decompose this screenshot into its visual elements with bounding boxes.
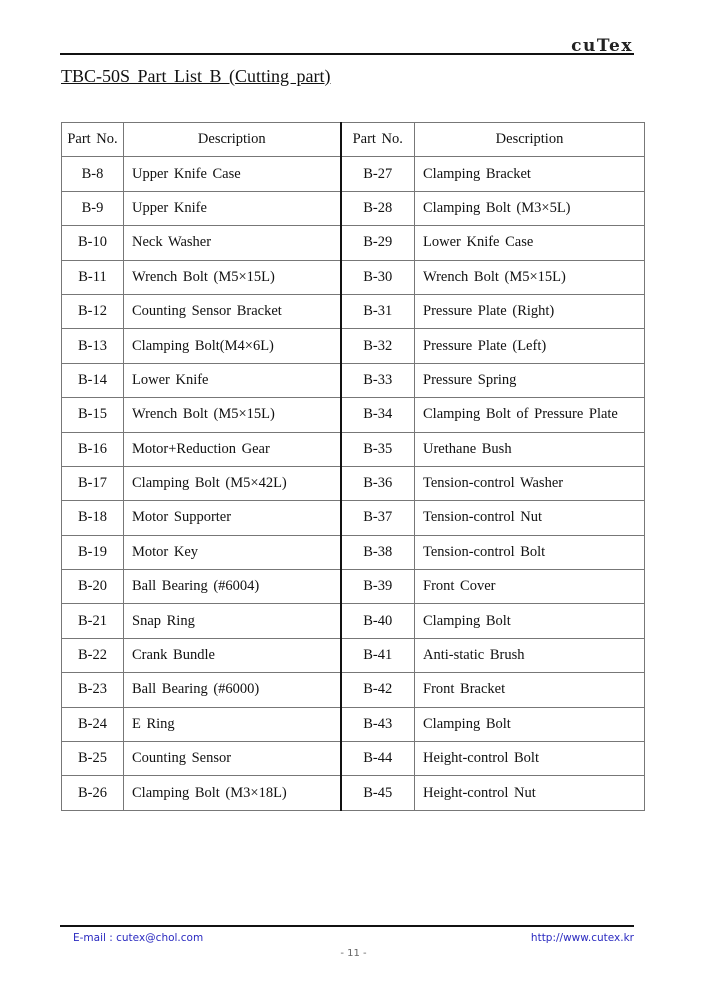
table-row [62, 226, 645, 260]
table-row [62, 329, 645, 363]
description-cell: Clamping Bolt [415, 604, 645, 638]
part-number-cell: B-12 [62, 294, 124, 328]
part-number-cell: B-37 [341, 501, 415, 535]
part-number-cell: B-13 [62, 329, 124, 363]
part-number-cell: B-18 [62, 501, 124, 535]
footer-divider [60, 925, 634, 927]
footer-website-link[interactable]: http://www.cutex.kr [530, 932, 634, 944]
part-number-cell: B-34 [341, 398, 415, 432]
description-cell: Ball Bearing (#6000) [124, 673, 341, 707]
part-number-cell: B-16 [62, 432, 124, 466]
description-cell: Pressure Plate (Left) [415, 329, 645, 363]
table-row [62, 776, 645, 810]
part-number-cell: B-19 [62, 535, 124, 569]
table-row [62, 604, 645, 638]
description-cell: Lower Knife [124, 363, 341, 397]
part-number-cell: B-10 [62, 226, 124, 260]
description-cell: Crank Bundle [124, 638, 341, 672]
part-number-cell: B-17 [62, 466, 124, 500]
table-row [62, 570, 645, 604]
description-cell: Pressure Spring [415, 363, 645, 397]
part-number-cell: B-39 [341, 570, 415, 604]
part-number-cell: B-42 [341, 673, 415, 707]
table-header-row [62, 123, 645, 157]
part-number-cell: B-24 [62, 707, 124, 741]
description-cell: Counting Sensor Bracket [124, 294, 341, 328]
part-number-cell: B-28 [341, 191, 415, 225]
description-cell: Counting Sensor [124, 742, 341, 776]
description-cell: Motor Key [124, 535, 341, 569]
description-cell: Ball Bearing (#6004) [124, 570, 341, 604]
description-cell: Motor Supporter [124, 501, 341, 535]
description-cell: Clamping Bolt [415, 707, 645, 741]
table-row [62, 673, 645, 707]
table-row [62, 742, 645, 776]
column-header-part-no: Part No. [62, 123, 124, 157]
table-row [62, 191, 645, 225]
part-number-cell: B-40 [341, 604, 415, 638]
table-row [62, 501, 645, 535]
description-cell: E Ring [124, 707, 341, 741]
description-cell: Front Cover [415, 570, 645, 604]
part-number-cell: B-9 [62, 191, 124, 225]
part-number-cell: B-14 [62, 363, 124, 397]
table-row [62, 535, 645, 569]
table-row [62, 294, 645, 328]
brand-logo-text: cuTex [571, 36, 633, 56]
page-number: - 11 - [340, 948, 367, 959]
part-number-cell: B-22 [62, 638, 124, 672]
part-number-cell: B-21 [62, 604, 124, 638]
description-cell: Upper Knife Case [124, 157, 341, 191]
part-number-cell: B-45 [341, 776, 415, 810]
description-cell: Clamping Bracket [415, 157, 645, 191]
header-divider [60, 53, 634, 55]
description-cell: Wrench Bolt (M5×15L) [415, 260, 645, 294]
description-cell: Clamping Bolt (M3×18L) [124, 776, 341, 810]
table-row [62, 363, 645, 397]
part-number-cell: B-26 [62, 776, 124, 810]
description-cell: Tension-control Washer [415, 466, 645, 500]
part-number-cell: B-11 [62, 260, 124, 294]
table-row [62, 260, 645, 294]
description-cell: Neck Washer [124, 226, 341, 260]
part-number-cell: B-32 [341, 329, 415, 363]
page-title: TBC-50S Part List B (Cutting part) [61, 66, 331, 86]
part-number-cell: B-30 [341, 260, 415, 294]
part-number-cell: B-8 [62, 157, 124, 191]
table-row [62, 707, 645, 741]
description-cell: Snap Ring [124, 604, 341, 638]
description-cell: Pressure Plate (Right) [415, 294, 645, 328]
description-cell: Clamping Bolt (M3×5L) [415, 191, 645, 225]
description-cell: Motor+Reduction Gear [124, 432, 341, 466]
part-number-cell: B-20 [62, 570, 124, 604]
parts-table [61, 122, 645, 811]
description-cell: Anti-static Brush [415, 638, 645, 672]
part-number-cell: B-38 [341, 535, 415, 569]
description-cell: Urethane Bush [415, 432, 645, 466]
table-row [62, 638, 645, 672]
part-number-cell: B-31 [341, 294, 415, 328]
description-cell: Clamping Bolt(M4×6L) [124, 329, 341, 363]
table-row [62, 432, 645, 466]
part-number-cell: B-15 [62, 398, 124, 432]
description-cell: Clamping Bolt of Pressure Plate [415, 398, 645, 432]
part-number-cell: B-44 [341, 742, 415, 776]
column-header-part-no: Part No. [341, 123, 415, 157]
part-number-cell: B-25 [62, 742, 124, 776]
column-header-description: Description [124, 123, 341, 157]
description-cell: Lower Knife Case [415, 226, 645, 260]
part-number-cell: B-41 [341, 638, 415, 672]
description-cell: Height-control Bolt [415, 742, 645, 776]
description-cell: Height-control Nut [415, 776, 645, 810]
column-header-description: Description [415, 123, 645, 157]
description-cell: Front Bracket [415, 673, 645, 707]
footer-email[interactable]: E-mail : cutex@chol.com [73, 932, 204, 944]
description-cell: Clamping Bolt (M5×42L) [124, 466, 341, 500]
description-cell: Tension-control Nut [415, 501, 645, 535]
description-cell: Upper Knife [124, 191, 341, 225]
description-cell: Wrench Bolt (M5×15L) [124, 398, 341, 432]
description-cell: Wrench Bolt (M5×15L) [124, 260, 341, 294]
part-number-cell: B-33 [341, 363, 415, 397]
part-number-cell: B-35 [341, 432, 415, 466]
table-row [62, 466, 645, 500]
part-number-cell: B-36 [341, 466, 415, 500]
part-number-cell: B-27 [341, 157, 415, 191]
table-row [62, 398, 645, 432]
part-number-cell: B-29 [341, 226, 415, 260]
description-cell: Tension-control Bolt [415, 535, 645, 569]
table-row [62, 157, 645, 191]
part-number-cell: B-43 [341, 707, 415, 741]
part-number-cell: B-23 [62, 673, 124, 707]
